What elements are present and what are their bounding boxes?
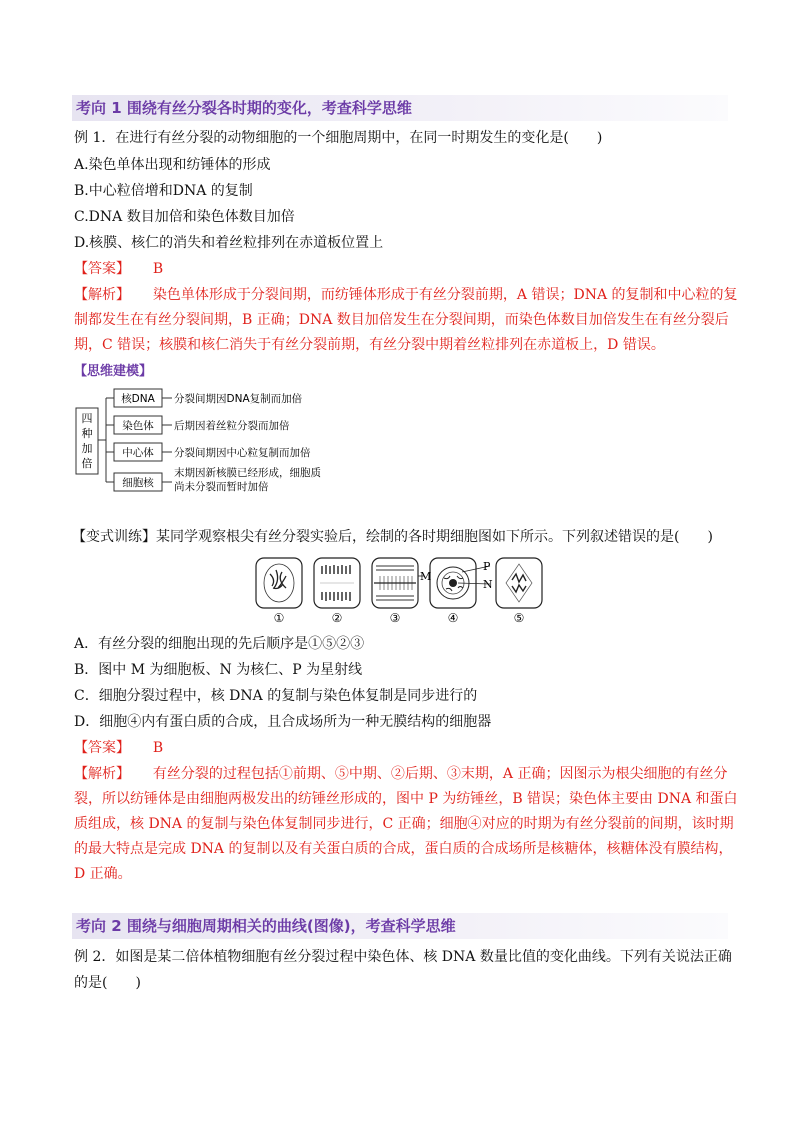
analysis-text: 有丝分裂的过程包括①前期、⑤中期、②后期、③末期，A 正确；因图示为根尖细胞的有丝分 (152, 766, 728, 782)
root-char-3: 加 (81, 442, 93, 455)
branch-name-2: 染色体 (122, 420, 154, 432)
variant-analysis-line-4: 的最大特点是完成 DNA 的复制以及有关蛋白质的合成，蛋白质的合成场所是核糖体，核糖体没有膜结构， (74, 841, 733, 857)
branch-desc-4a: 末期因新核膜已经形成，细胞质 (174, 467, 321, 479)
mark-p: P (483, 560, 491, 573)
cell-label-4: ④ (447, 611, 459, 625)
cell-label-5: ⑤ (513, 611, 525, 625)
answer-value: B (152, 740, 164, 756)
variant-stem: 【变式训练】某同学观察根尖有丝分裂实验后，绘制的各时期细胞图如下所示。下列叙述错误的是( ) (72, 529, 713, 545)
cell-figure-1 (256, 558, 302, 608)
answer-label: 【答案】 (74, 740, 130, 756)
section-heading-2: 考向 2 围绕与细胞周期相关的曲线(图像)，考查科学思维 (72, 913, 728, 939)
branch-name-4: 细胞核 (122, 477, 154, 489)
question-1-option-c: C.DNA 数目加倍和染色体数目加倍 (74, 209, 295, 225)
analysis-label: 【解析】 (74, 287, 130, 303)
question-1-analysis-line-3: 期，C 错误；核膜和核仁消失于有丝分裂前期，有丝分裂中期着丝粒排列在赤道板上，D 错误。 (74, 337, 665, 353)
question-1-option-b: B.中心粒倍增和DNA 的复制 (74, 183, 253, 199)
question-1-analysis-line-2: 制都发生在有丝分裂间期，B 正确；DNA 数目加倍发生在分裂间期，而染色体数目加倍发生在有丝分裂后 (74, 312, 729, 328)
variant-option-b: B．图中 M 为细胞板、N 为核仁、P 为星射线 (74, 662, 363, 678)
variant-answer (74, 738, 163, 758)
variant-analysis-line-2: 裂，所以纺锤体是由细胞两极发出的纺锤丝形成的，图中 P 为纺锤丝，B 错误；染色体主要由 DNA 和蛋白 (74, 791, 738, 807)
branch-desc-4b: 尚未分裂而暂时加倍 (174, 481, 269, 492)
root-char-4: 倍 (81, 457, 93, 470)
branch-desc-2: 后期因着丝粒分裂而加倍 (174, 420, 290, 432)
variant-option-c: C．细胞分裂过程中，核 DNA 的复制与染色体复制是同步进行的 (74, 688, 478, 704)
thinking-model-label: 【思维建模】 (74, 364, 153, 379)
cell-figure-3 (372, 558, 418, 608)
mitosis-cells-figure (254, 556, 554, 626)
question-2-stem-line-2: 的是( ) (74, 975, 141, 991)
analysis-text: 染色单体形成于分裂间期，而纺锤体形成于有丝分裂前期，A 错误；DNA 的复制和中心粒的复 (152, 287, 738, 303)
mark-n: N (483, 578, 493, 591)
analysis-label: 【解析】 (74, 766, 130, 782)
thinking-model-diagram (74, 380, 394, 492)
mark-m: M (420, 570, 432, 583)
variant-analysis-line-1 (74, 764, 727, 784)
root-char-1: 四 (81, 412, 93, 425)
branch-name-3: 中心体 (122, 447, 154, 459)
variant-option-d: D．细胞④内有蛋白质的合成，且合成场所为一种无膜结构的细胞器 (74, 714, 492, 730)
section-heading-1: 考向 1 围绕有丝分裂各时期的变化，考查科学思维 (72, 95, 728, 121)
cell-label-2: ② (331, 611, 343, 625)
question-1-analysis-line-1 (74, 285, 738, 305)
variant-analysis-line-3: 质组成，核 DNA 的复制与染色体复制同步进行，C 正确；细胞④对应的时期为有丝分裂前的间期，该时期 (74, 816, 734, 832)
question-1-answer (74, 259, 163, 279)
cell-figure-4 (430, 558, 490, 608)
branch-name-1: 核DNA (121, 393, 155, 405)
variant-analysis-line-5: D 正确。 (74, 866, 132, 882)
cell-label-3: ③ (389, 611, 401, 625)
branch-desc-3: 分裂间期因中心粒复制而加倍 (174, 447, 311, 459)
question-2-stem-line-1: 例 2．如图是某二倍体植物细胞有丝分裂过程中染色体、核 DNA 数量比值的变化曲线。下列有关说法正确 (74, 949, 732, 965)
question-1-option-a: A.染色单体出现和纺锤体的形成 (74, 157, 271, 173)
root-char-2: 种 (81, 427, 93, 440)
variant-option-a: A．有丝分裂的细胞出现的先后顺序是①⑤②③ (74, 636, 365, 652)
cell-figure-5 (496, 558, 542, 608)
question-1-stem: 例 1．在进行有丝分裂的动物细胞的一个细胞周期中，在同一时期发生的变化是( ) (74, 130, 603, 146)
answer-value: B (152, 261, 164, 277)
question-1-option-d: D.核膜、核仁的消失和着丝粒排列在赤道板位置上 (74, 235, 384, 251)
cell-figure-2 (314, 558, 360, 608)
cell-label-1: ① (273, 611, 285, 625)
answer-label: 【答案】 (74, 261, 130, 277)
branch-desc-1: 分裂间期因DNA复制而加倍 (174, 393, 303, 405)
